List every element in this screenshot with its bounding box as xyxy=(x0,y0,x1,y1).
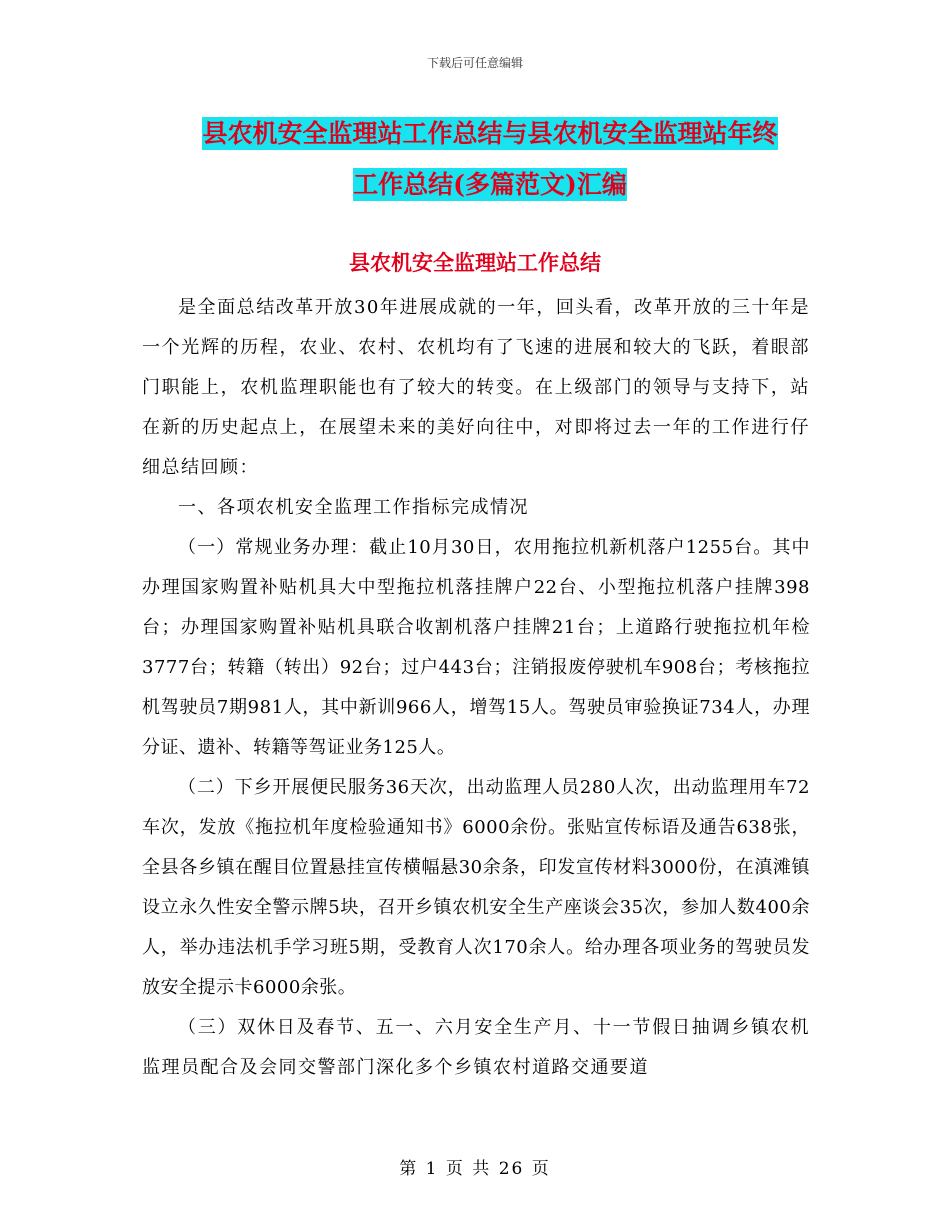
document-title-line-1: 县农机安全监理站工作总结与县农机安全监理站年终 xyxy=(202,119,778,148)
header-note: 下载后可任意编辑 xyxy=(426,56,523,70)
paragraph-item-1: （一）常规业务办理：截止10月30日，农用拖拉机新机落户1255台。其中办理国家购置补贴机具大中型拖拉机落挂牌户22台、小型拖拉机落户挂牌398台；办理国家购置补贴机具联合收割机落户挂牌21台；上道路行驶拖拉机年检3777台；转籍（转出）92台；过户443台；注销报废停驶机车908台；考核拖拉机驾驶员7期981人，其中新训966人，增驾15人。驾驶员审验换证734人，办理分证、遗补、转籍等驾证业务125人。 xyxy=(142,537,810,758)
paragraph-intro: 是全面总结改革开放30年进展成就的一年，回头看，改革开放的三十年是一个光辉的历程，农业、农村、农机均有了飞速的进展和较大的飞跃，着眼部门职能上，农机监理职能也有了较大的转变。在上级部门的领导与支持下，站在新的历史起点上，在展望未来的美好向往中，对即将过去一年的工作进行仔细总结回顾： xyxy=(142,297,810,478)
section-title: 县农机安全监理站工作总结 xyxy=(349,250,601,275)
paragraph-item-2: （二）下乡开展便民服务36天次，出动监理人员280人次，出动监理用车72车次，发放《拖拉机年度检验通知书》6000余份。张贴宣传标语及通告638张，全县各乡镇在醒目位置悬挂宣传横幅悬30余条，印发宣传材料3000份，在滇滩镇设立永久性安全警示牌5块，召开乡镇农机安全生产座谈会35次，参加人数400余人，举办违法机手学习班5期，受教育人次170余人。给办理各项业务的驾驶员发放安全提示卡6000余张。 xyxy=(142,777,810,998)
paragraph-item-3: （三）双休日及春节、五一、六月安全生产月、十一节假日抽调乡镇农机监理员配合及会同交警部门深化多个乡镇农村道路交通要道 xyxy=(142,1017,810,1078)
document-title-line-2: 工作总结(多篇范文)汇编 xyxy=(353,170,627,199)
body-text xyxy=(142,288,810,1088)
paragraph-heading-1: 一、各项农机安全监理工作指标完成情况 xyxy=(178,497,529,518)
document-title xyxy=(140,108,840,210)
page-footer: 第 1 页 共 26 页 xyxy=(399,1159,551,1179)
